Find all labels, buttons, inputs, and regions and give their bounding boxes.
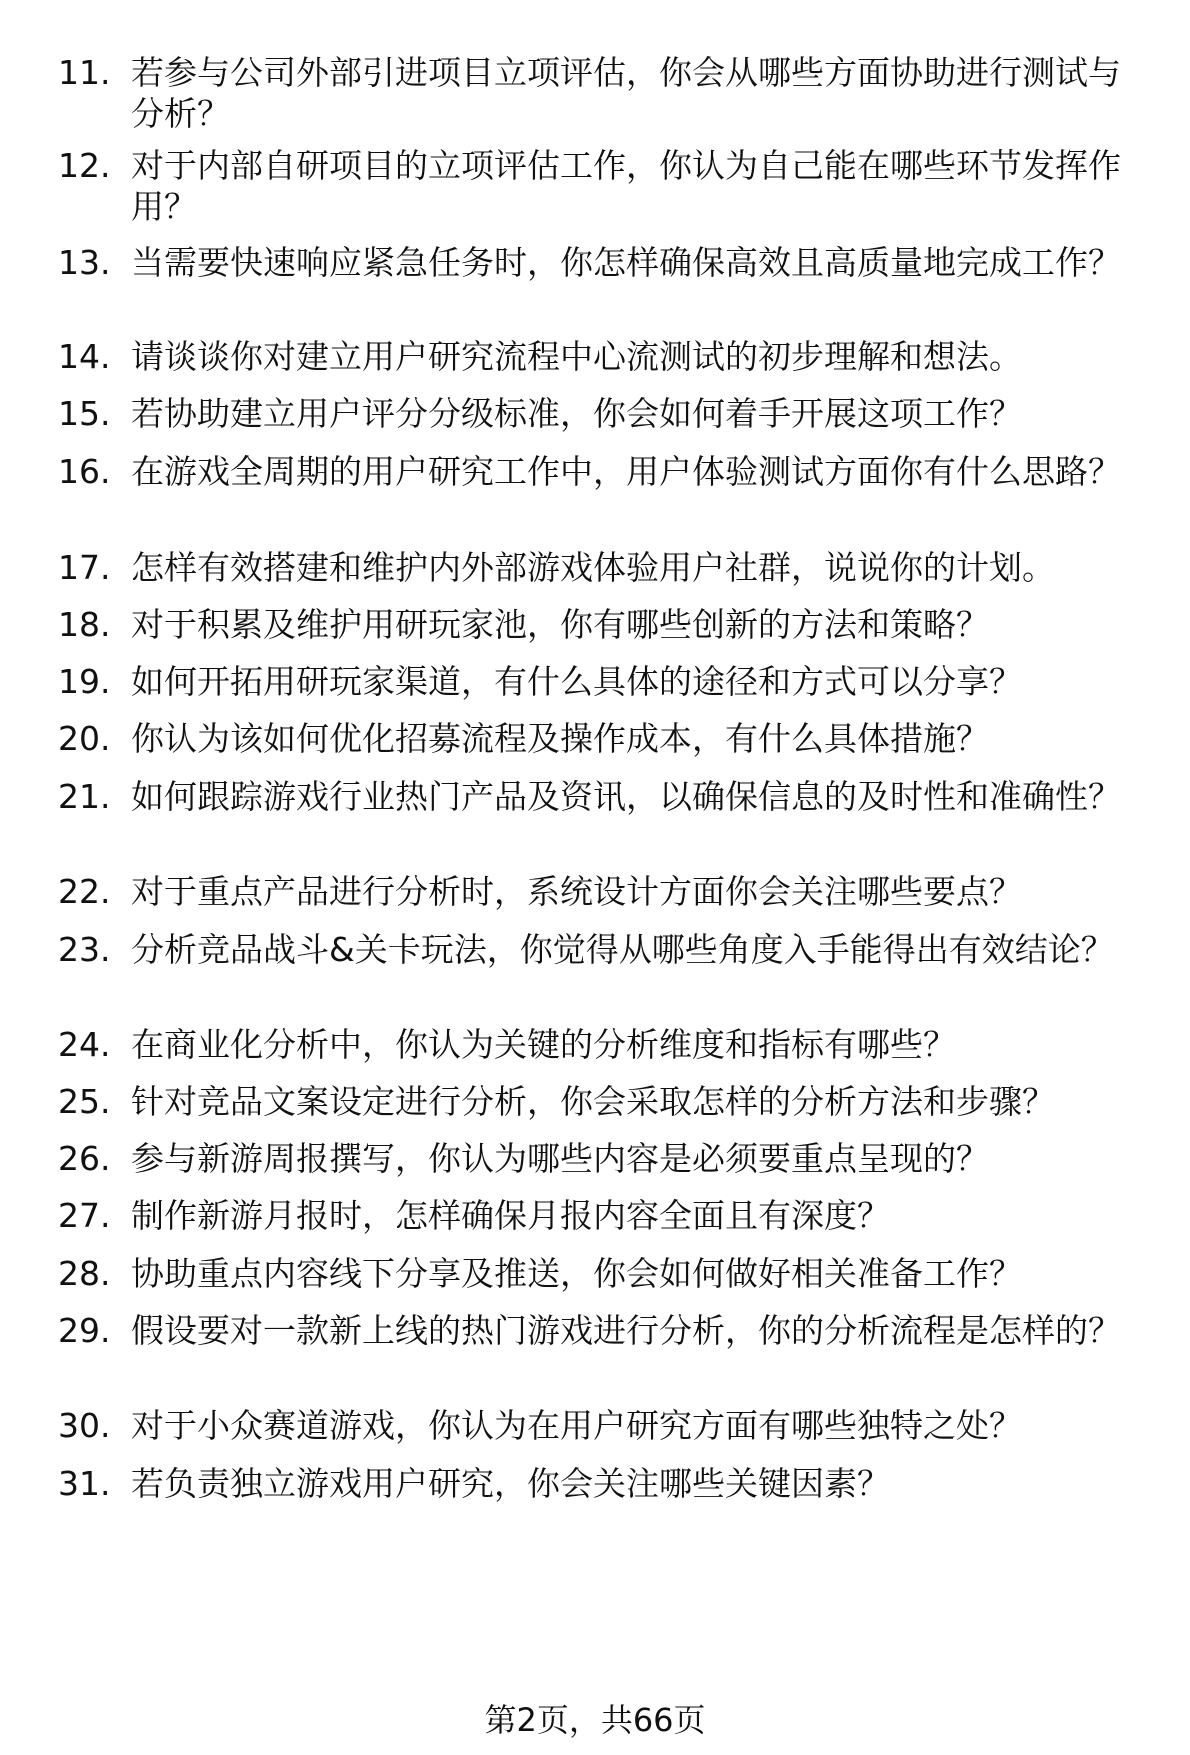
question-item (58, 604, 1148, 645)
question-item (58, 336, 1148, 377)
question-item (58, 145, 1148, 227)
question-text: 如何开拓用研玩家渠道，有什么具体的途径和方式可以分享？ (131, 662, 1022, 701)
question-text: 你认为该如何优化招募流程及操作成本，有什么具体措施？ (131, 719, 989, 758)
question-text: 在商业化分析中，你认为关键的分析维度和指标有哪些？ (131, 1025, 956, 1064)
question-text: 在游戏全周期的用户研究工作中，用户体验测试方面你有什么思路？ (131, 452, 1121, 491)
question-number: 13. (58, 243, 111, 282)
question-text: 若负责独立游戏用户研究，你会关注哪些关键因素？ (131, 1464, 890, 1503)
question-number: 23. (58, 930, 111, 969)
question-item (58, 1081, 1148, 1122)
question-number: 24. (58, 1025, 111, 1064)
question-item (58, 1310, 1148, 1351)
question-number: 21. (58, 777, 111, 816)
question-text: 如何跟踪游戏行业热门产品及资讯，以确保信息的及时性和准确性？ (131, 777, 1121, 816)
question-number: 16. (58, 452, 111, 491)
question-text: 假设要对一款新上线的热门游戏进行分析，你的分析流程是怎样的？ (131, 1311, 1121, 1350)
question-item (58, 1463, 1148, 1504)
question-text: 协助重点内容线下分享及推送，你会如何做好相关准备工作？ (131, 1254, 1022, 1293)
question-text: 怎样有效搭建和维护内外部游戏体验用户社群，说说你的计划。 (131, 548, 1055, 587)
question-number: 31. (58, 1464, 111, 1503)
question-number: 18. (58, 605, 111, 644)
question-item (58, 52, 1148, 134)
question-item (58, 1138, 1148, 1179)
question-number: 12. (58, 146, 111, 185)
page-number-footer: 第2页，共66页 (484, 1701, 706, 1739)
question-text: 对于内部自研项目的立项评估工作，你认为自己能在哪些环节发挥作用？ (131, 146, 1121, 226)
question-number: 15. (58, 394, 111, 433)
question-text: 针对竞品文案设定进行分析，你会采取怎样的分析方法和步骤？ (131, 1082, 1055, 1121)
question-item (58, 393, 1148, 434)
question-item (58, 1405, 1148, 1446)
question-number: 26. (58, 1139, 111, 1178)
question-number: 29. (58, 1311, 111, 1350)
question-item (58, 547, 1148, 588)
question-number: 25. (58, 1082, 111, 1121)
question-text: 对于重点产品进行分析时，系统设计方面你会关注哪些要点？ (131, 872, 1022, 911)
question-item (58, 1195, 1148, 1236)
question-item (58, 718, 1148, 759)
question-item (58, 242, 1148, 283)
question-item (58, 661, 1148, 702)
question-text: 分析竞品战斗&关卡玩法，你觉得从哪些角度入手能得出有效结论？ (131, 930, 1114, 969)
question-number: 22. (58, 872, 111, 911)
question-text: 当需要快速响应紧急任务时，你怎样确保高效且高质量地完成工作？ (131, 243, 1121, 282)
question-item (58, 929, 1148, 970)
question-number: 11. (58, 53, 111, 92)
question-number: 27. (58, 1196, 111, 1235)
question-item (58, 451, 1148, 492)
question-text: 参与新游周报撰写，你认为哪些内容是必须要重点呈现的？ (131, 1139, 989, 1178)
question-text: 对于积累及维护用研玩家池，你有哪些创新的方法和策略？ (131, 605, 989, 644)
question-text: 若协助建立用户评分分级标准，你会如何着手开展这项工作？ (131, 394, 1022, 433)
question-text: 制作新游月报时，怎样确保月报内容全面且有深度？ (131, 1196, 890, 1235)
question-item (58, 776, 1148, 817)
question-text: 请谈谈你对建立用户研究流程中心流测试的初步理解和想法。 (131, 337, 1022, 376)
question-number: 20. (58, 719, 111, 758)
question-number: 17. (58, 548, 111, 587)
question-number: 19. (58, 662, 111, 701)
question-item (58, 1253, 1148, 1294)
question-number: 30. (58, 1406, 111, 1445)
question-number: 28. (58, 1254, 111, 1293)
question-number: 14. (58, 337, 111, 376)
question-text: 对于小众赛道游戏，你认为在用户研究方面有哪些独特之处？ (131, 1406, 1022, 1445)
question-item (58, 871, 1148, 912)
question-item (58, 1024, 1148, 1065)
question-text: 若参与公司外部引进项目立项评估，你会从哪些方面协助进行测试与分析？ (131, 53, 1121, 133)
